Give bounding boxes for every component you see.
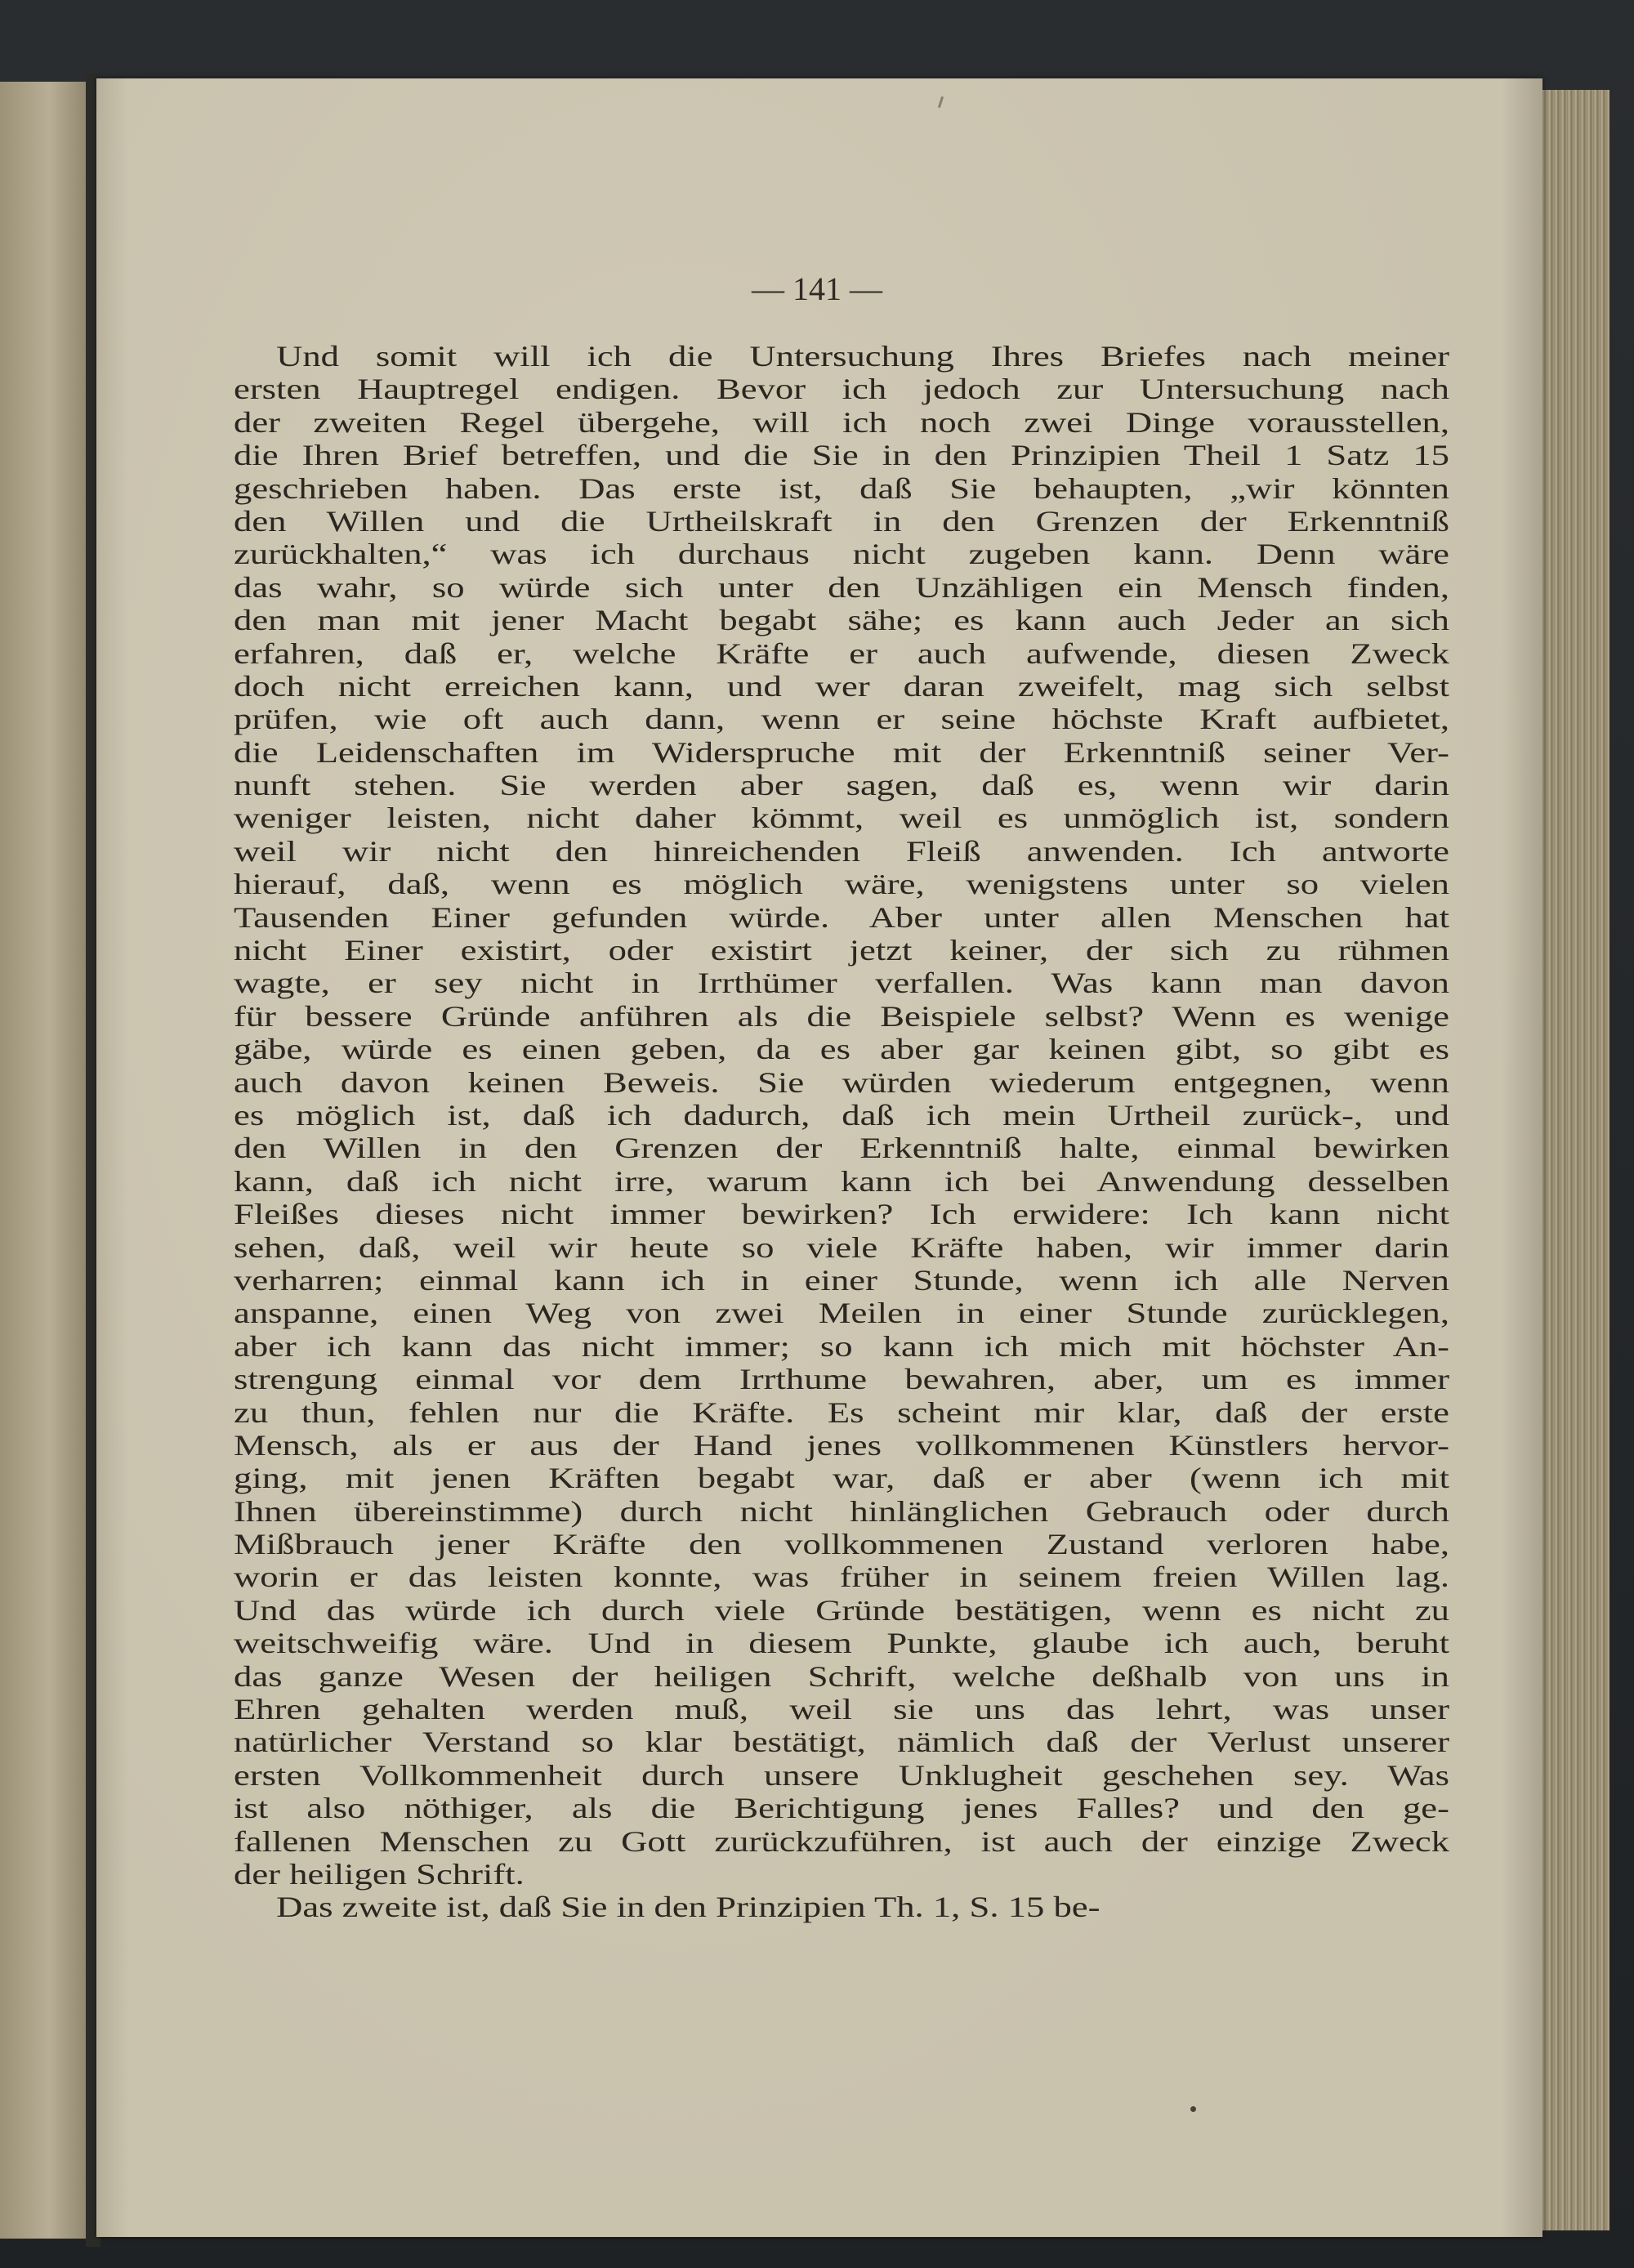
text-line: den Willen in den Grenzen der Erkenntniß halte, einmal bewirken xyxy=(234,1132,1449,1165)
text-line: die Leidenschaften im Widerspruche mit der Erkenntniß seiner Ver- xyxy=(234,735,1449,769)
text-line: das ganze Wesen der heiligen Schrift, welche deßhalb von uns in xyxy=(234,1659,1449,1693)
text-line: zurückhalten,“ was ich durchaus nicht zugeben kann. Denn wäre xyxy=(234,538,1449,571)
text-line: Tausenden Einer gefunden würde. Aber unter allen Menschen hat xyxy=(234,900,1449,934)
text-line: Mißbrauch jener Kräfte den vollkommenen Zustand verloren habe, xyxy=(234,1528,1449,1561)
text-line: Ehren gehalten werden muß, weil sie uns das lehrt, was unser xyxy=(234,1693,1449,1726)
text-line: der zweiten Regel übergehe, will ich noch zwei Dinge vorausstellen, xyxy=(234,405,1449,439)
text-line: weil wir nicht den hinreichenden Fleiß anwenden. Ich antworte xyxy=(234,834,1449,868)
text-line: sehen, daß, weil wir heute so viele Kräfte haben, wir immer darin xyxy=(234,1230,1449,1264)
text-line: verharren; einmal kann ich in einer Stunde, wenn ich alle Nerven xyxy=(234,1263,1449,1297)
text-line: gäbe, würde es einen geben, da es aber gar keinen gibt, so gibt es xyxy=(234,1033,1449,1066)
text-line: strengung einmal vor dem Irrthume bewahren, aber, um es immer xyxy=(234,1363,1449,1396)
text-line: Fleißes dieses nicht immer bewirken? Ich erwidere: Ich kann nicht xyxy=(234,1198,1449,1231)
paper-speck xyxy=(1190,2106,1196,2112)
text-line: wagte, er sey nicht in Irrthümer verfallen. Was kann man davon xyxy=(234,967,1449,1000)
text-line: anspanne, einen Weg von zwei Meilen in einer Stunde zurücklegen, xyxy=(234,1297,1449,1330)
text-line: fallenen Menschen zu Gott zurückzuführen, ist auch der einzige Zweck xyxy=(234,1824,1449,1858)
text-line: prüfen, wie oft auch dann, wenn er seine höchste Kraft aufbietet, xyxy=(234,703,1449,736)
text-line: ersten Hauptregel endigen. Bevor ich jedoch zur Untersuchung nach xyxy=(234,373,1449,406)
text-line: aber ich kann das nicht immer; so kann ich mich mit höchster An- xyxy=(234,1329,1449,1363)
page-number: — 141 — xyxy=(752,270,882,307)
text-line: zu thun, fehlen nur die Kräfte. Es scheint mir klar, daß der erste xyxy=(234,1395,1449,1429)
text-line: ging, mit jenen Kräften begabt war, daß er aber (wenn ich mit xyxy=(234,1462,1449,1495)
text-line: auch davon keinen Beweis. Sie würden wiederum entgegnen, wenn xyxy=(234,1065,1449,1099)
left-page-edge xyxy=(0,82,90,2239)
text-line: das wahr, so würde sich unter den Unzähligen ein Mensch finden, xyxy=(234,570,1449,604)
body-text xyxy=(234,340,1449,1924)
text-line: natürlicher Verstand so klar bestätigt, nämlich daß der Verlust unserer xyxy=(234,1726,1449,1759)
text-line: den man mit jener Macht begabt sähe; es kann auch Jeder an sich xyxy=(234,604,1449,637)
text-line: Mensch, als er aus der Hand jenes vollkommenen Künstlers hervor- xyxy=(234,1428,1449,1462)
text-line: ist also nöthiger, als die Berichtigung jenes Falles? und den ge- xyxy=(234,1792,1449,1825)
text-line: kann, daß ich nicht irre, warum kann ich bei Anwendung desselben xyxy=(234,1164,1449,1198)
text-line: nunft stehen. Sie werden aber sagen, daß es, wenn wir darin xyxy=(234,769,1449,802)
text-line: worin er das leisten konnte, was früher in seinem freien Willen lag. xyxy=(234,1560,1449,1594)
text-line: ersten Vollkommenheit durch unsere Unklugheit geschehen sey. Was xyxy=(234,1758,1449,1792)
text-line: geschrieben haben. Das erste ist, daß Sie behaupten, „wir könnten xyxy=(234,471,1449,505)
text-line: Und das würde ich durch viele Gründe bestätigen, wenn es nicht zu xyxy=(234,1593,1449,1627)
text-line: weniger leisten, nicht daher kömmt, weil es unmöglich ist, sondern xyxy=(234,801,1449,835)
text-line: für bessere Gründe anführen als die Beispiele selbst? Wenn es wenige xyxy=(234,999,1449,1033)
text-line: der heiligen Schrift. xyxy=(234,1857,525,1891)
text-line: doch nicht erreichen kann, und wer daran zweifelt, mag sich selbst xyxy=(234,669,1449,703)
text-line: Und somit will ich die Untersuchung Ihres Briefes nach meiner xyxy=(276,340,1449,373)
text-line: hierauf, daß, wenn es möglich wäre, wenigstens unter so vielen xyxy=(234,868,1449,901)
text-line: den Willen und die Urtheilskraft in den Grenzen der Erkenntniß xyxy=(234,504,1449,538)
text-line: es möglich ist, daß ich dadurch, daß ich mein Urtheil zurück-, und xyxy=(234,1098,1449,1132)
text-line: nicht Einer existirt, oder existirt jetzt keiner, der sich zu rühmen xyxy=(234,934,1449,967)
text-line: erfahren, daß er, welche Kräfte er auch aufwende, diesen Zweck xyxy=(234,636,1449,670)
text-line: Das zweite ist, daß Sie in den Prinzipien Th. 1, S. 15 be- xyxy=(276,1891,1100,1924)
text-line: Ihnen übereinstimme) durch nicht hinlänglichen Gebrauch oder durch xyxy=(234,1494,1449,1528)
text-line: die Ihren Brief betreffen, und die Sie in den Prinzipien Theil 1 Satz 15 xyxy=(234,439,1449,472)
text-line: weitschweifig wäre. Und in diesem Punkte, glaube ich auch, beruht xyxy=(234,1627,1449,1660)
